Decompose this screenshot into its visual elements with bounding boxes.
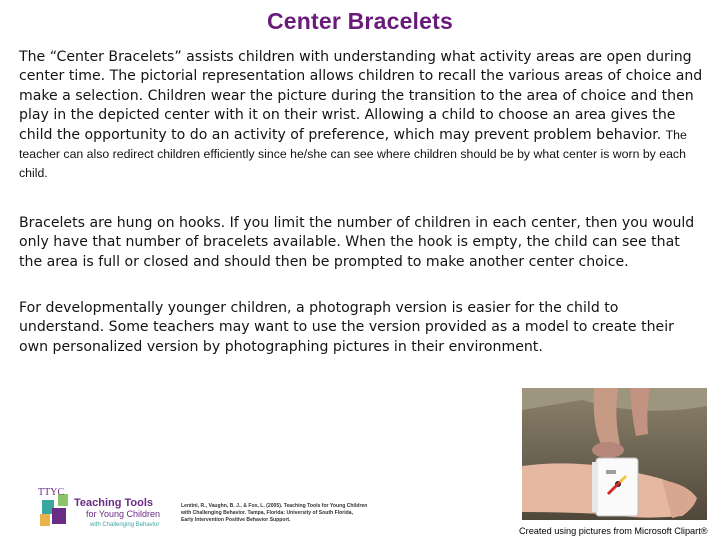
logo-letters: TTYC bbox=[38, 487, 65, 498]
intro-paragraph-small: The teacher can also redirect children efficiently since he/she can see where children should be by what center is worn by each child. bbox=[19, 127, 687, 181]
hooks-paragraph: Bracelets are hung on hooks. If you limit the number of children in each center, then you would only have that number of bracelets available. When the hook is empty, the child can see that the area is full or closed and should then be prompted to make another center choice. bbox=[19, 215, 695, 270]
clipart-credit: Created using pictures from Microsoft Clipart® bbox=[519, 526, 708, 536]
intro-paragraph bbox=[19, 48, 703, 184]
bracelet-photo bbox=[522, 388, 707, 520]
logo-line-1: Teaching Tools bbox=[74, 497, 154, 509]
photo-version-paragraph: For developmentally younger children, a photograph version is easier for the child to understand. Some teachers may want to use the version provided as a model to create their own personalized version by photographing pictures in their environment. bbox=[19, 300, 674, 355]
citation-line-1: Lentini, R., Vaughn, B. J., & Fox, L. (2005). Teaching Tools for Young Children bbox=[181, 503, 368, 509]
citation-line-3: Early Intervention Positive Behavior Support. bbox=[181, 517, 291, 523]
intro-paragraph-main: The “Center Bracelets” assists children with understanding what activity areas are open during center time. The pictorial representation allows children to recall the various areas of choice and make a selection. Children wear the picture during the transition to the area of choice and then play in the depicted center with it on their wrist. Allowing a child to choose an area gives the child the opportunity to do an activity of preference, which may prevent problem behavior. bbox=[19, 49, 703, 143]
citation bbox=[181, 503, 411, 524]
logo-graphic bbox=[38, 486, 198, 530]
teaching-tools-logo bbox=[38, 486, 198, 530]
logo-line-3: with Challenging Behavior bbox=[90, 522, 160, 528]
logo-line-2: for Young Children bbox=[86, 509, 161, 519]
bracelet-photo-illustration bbox=[522, 388, 707, 520]
page-title: Center Bracelets bbox=[266, 8, 453, 34]
citation-line-2: with Challenging Behavior. Tampa, Florida: University of South Florida, bbox=[181, 510, 353, 516]
